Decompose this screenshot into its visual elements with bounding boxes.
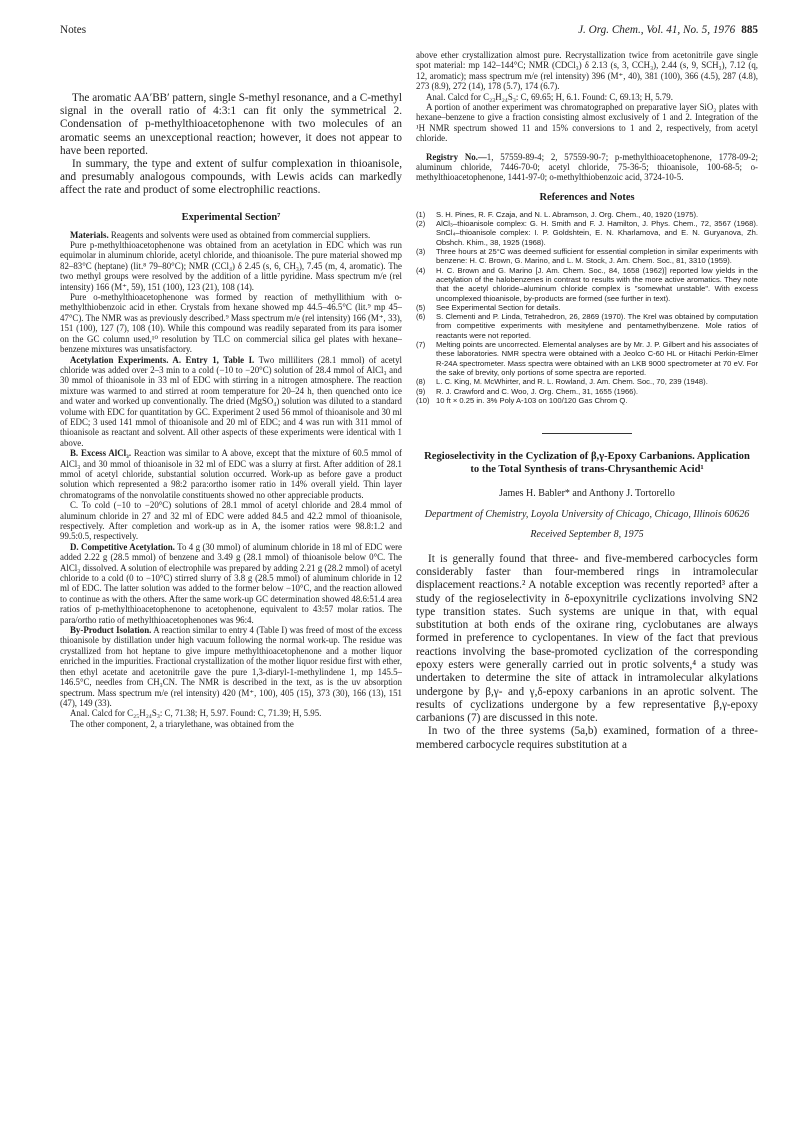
reference-item: (3) Three hours at 25°C was deemed sufficient for essential completion in similar experiments with benzene: H. C. Brown, G. Marino, and L. M. Stock, J. Am. Chem. Soc., 81, 3310 (1959). [416, 247, 758, 266]
article-authors: James H. Babler* and Anthony J. Tortorello [499, 488, 675, 500]
reference-item: (9) R. J. Crawford and C. Woo, J. Org. Chem., 31, 1655 (1966). [416, 386, 639, 396]
article-body-paragraph: It is generally found that three- and five-membered carbocycles form considerably faster than four-membered rings in intramolecular displacement reactions.² A notable exception was recently reported³ after a study of the regioselectivity in δ-epoxynitrile cyclizations involving SN2 type transition states. Such systems are unique in that, with equal substitution at both ends of the oxirane ring, cyclobutanes are always formed in preference to cyclopentanes. In view of the fact that previous reactions involving the base-promoted cyclization of the corresponding epoxy esters were generally carried out in protic solvents,⁴ a study was undertaken to determine the site of attack in intramolecular alkylations undergone by β,γ- and γ,δ-epoxy carbanions in an aprotic solvent. The results of cyclizations undergone by a few representative β,γ-epoxy carbanions (7) are discussed in this note. [416, 552, 758, 725]
section-label: Notes [60, 24, 87, 36]
left-column [60, 92, 402, 729]
reference-item: (6) S. Clementi and P. Linda, Tetrahedron, 26, 2869 (1970). The Krel was obtained by computation from competitive experiments with mesitylene and pentamethylbenzene. Mole ratios of reactants were not reported. [416, 312, 758, 340]
exp-paragraph: Anal. Calcd for C₂₅H₂₄S₃: C, 71.38; H, 5.97. Found: C, 71.39; H, 5.95. [70, 708, 322, 719]
exp-paragraph: Anal. Calcd for C₂₃H₂₄S₃: C, 69.65; H, 6.1. Found: C, 69.13; H, 5.79. [426, 91, 673, 102]
registry-numbers: Registry No.—1, 57559-89-4; 2, 57559-90-7; p-methylthioacetophenone, 1778-09-2; aluminum chloride, 7446-70-0; acetyl chloride, 75-36-5; thioanisole, 100-68-5; o-methylthioacetophenone, 1441-97-0; o-methylthiobenzoic acid, 3724-10-5. [416, 151, 759, 183]
exp-paragraph: Acetylation Experiments. A. Entry 1, Table I. Two milliliters (28.1 mmol) of acetyl chloride was added over 2–3 min to a cold (−10 to −20°C) solution of 28.4 mmol of AlCl₃ and 30 mmol of thioanisole in 33 ml of EDC with stirring in a nitrogen atmosphere. The reaction mixture was warmed to and stirred at room temperature for 20–24 h, then quenched onto ice and water and worked up conventionally. The dried (MgSO₄) solution was diluted to a standard volume with EDC for quantitation by GC. Experiment 2 used 56 mmol of thioanisole and 30 ml of EDC; 3 used 141 mmol of thioanisole and 20 ml of EDC; and 4 was run with 311 mmol of thioanisole as reactant and solvent. All other aspects of these experiments were identical with 1 above. [60, 354, 403, 448]
exp-paragraph: A portion of another experiment was chromatographed on preparative layer SiO₂ plates with hexane–benzene to give a fraction consisting almost exclusively of 1 and 2. Integration of the ¹H NMR spectrum showed 11 and 15% conversions to 1 and 2, respectively, from acetyl chloride. [416, 102, 758, 144]
exp-paragraph: C. To cold (−10 to −20°C) solutions of 28.1 mmol of acetyl chloride and 28.4 mmol of aluminum chloride in 27 and 32 ml of EDC were added 84.5 and 42.2 mmol of thioanisole, respectively. After completion and work-up as in A, the isomer ratios were 98.8:1.2 and 99.5:0.5, respectively. [60, 500, 402, 542]
article-affiliation: Department of Chemistry, Loyola University of Chicago, Chicago, Illinois 60626 [424, 509, 750, 521]
page-number: 885 [741, 24, 758, 36]
run-in-heading: Registry No.— [426, 151, 487, 162]
run-in-heading: B. Excess AlCl₃. [70, 448, 132, 459]
right-column [416, 50, 758, 752]
run-in-heading: Materials. [70, 229, 109, 240]
article-body-paragraph: In two of the three systems (5a,b) examined, formation of a three-membered carbocycle requires substitution at a [416, 725, 758, 751]
reference-item: (1) S. H. Pines, R. F. Czaja, and N. L. Abramson, J. Org. Chem., 40, 1920 (1975). [416, 209, 699, 219]
journal-page [60, 22, 758, 1122]
intro-paragraph: The aromatic AA′BB′ pattern, single S-methyl resonance, and a C-methyl signal in the overall ratio of 4:3:1 can fit only the symmetrical 2. Condensation of p-methylthioacetophenone with two molecules of an aromatic seems an unexceptional reaction; however, it does not appear to have been reported. [60, 92, 402, 157]
journal-name: J. Org. Chem., Vol. 41, No. 5, 1976 [578, 24, 736, 36]
run-in-heading: D. Competitive Acetylation. [70, 541, 175, 552]
received-date: Received September 8, 1975 [530, 528, 644, 540]
exp-paragraph: Materials. Reagents and solvents were used as obtained from commercial suppliers. [70, 229, 371, 240]
exp-paragraph: D. Competitive Acetylation. To 4 g (30 mmol) of aluminum chloride in 18 ml of EDC were added 2.22 g (28.5 mmol) of benzene and 3.49 g (28.1 mmol) of thioanisole below 0°C. The AlCl₃ dissolved. A solution of electrophile was prepared by adding 2.21 g (28.2 mmol) of acetyl chloride to a cold (0 to −10°C) stirred slurry of 3.8 g (28.5 mmol) of aluminum chloride in 12 ml of EDC. The latter solution was added to the former below −10°C, and the reaction allowed to continue as with the others. After the same work-up GC determination showed 48.6:51.4 area ratios of p-methylthioacetophenone to acetophenone, equivalent to 43:57 molar ratios. The para/ortho ratio of methylthioacetophenones was 96:4. [60, 541, 402, 625]
exp-paragraph: B. Excess AlCl₃. Reaction was similar to A above, except that the mixture of 60.5 mmol of AlCl₃ and 30 mmol of thioanisole in 32 ml of EDC was a slurry at first. After addition of 28.1 mmol of acetyl chloride, substantial solution occurred. Work-up as before gave a product solution which represented a 98:2 para:ortho isomer ratio in 14% overall yield. Thin layer chromatograms of the nonvolatile constituents showed no other appreciable products. [60, 448, 403, 500]
reference-item: (4) H. C. Brown and G. Marino [J. Am. Chem. Soc., 84, 1658 (1962)] reported low yields in the acetylation of the halobenzenes in contrast to results with the more active aromatics. They note that the acetyl chloride–aluminum chloride complex is "somewhat unstable". With excess uncomplexed thioanisole, by-products are formed (see further in text). [416, 265, 758, 303]
reference-item: (2) AlCl₃–thioanisole complex: G. H. Smith and F. J. Hamilton, J. Phys. Chem., 72, 3567 (1968). SnCl₄–thioanisole complex: I. P. Goldshtein, E. N. Kharlamova, and E. N. Guryanova, Zh. Obshch. Khim., 38, 1925 (1968). [416, 219, 758, 247]
reference-item: (5) See Experimental Section for details. [416, 302, 561, 312]
reference-list [416, 210, 758, 405]
running-head [60, 22, 758, 40]
journal-citation [578, 24, 758, 36]
reference-item: (7) Melting points are uncorrected. Elemental analyses are by Mr. J. P. Gilbert and his associates of these laboratories. NMR spectra were obtained with a Jeolco C-60 HL or Hitachi Perkin-Elmer R-24A spectrometer. Mass spectra were obtained with an LKB 9000 spectrometer at 70 eV. For the sake of brevity, only portions of some spectra are reported. [416, 340, 758, 377]
summary-paragraph: In summary, the type and extent of sulfur complexation in thioanisole, and presumably analogous compounds, with Lewis acids can markedly affect the rate and product of some electrophilic reactions. [60, 158, 402, 197]
run-in-heading: By-Product Isolation. [70, 625, 152, 636]
run-in-heading: Acetylation Experiments. A. Entry 1, Table I. [70, 354, 255, 365]
exp-paragraph: The other component, 2, a triarylethane, was obtained from the [70, 718, 294, 729]
reference-item: (10) 10 ft × 0.25 in. 3% Poly A-103 on 100/120 Gas Chrom Q. [416, 395, 628, 405]
article-title: Regioselectivity in the Cyclization of β,γ-Epoxy Carbanions. Application to the Total Synthesis of trans-Chrysanthemic Acid¹ [424, 451, 750, 476]
article-divider [542, 433, 632, 434]
experimental-heading: Experimental Section⁷ [181, 211, 281, 223]
exp-paragraph: Pure o-methylthioacetophenone was formed by reaction of methyllithium with o-methylthiobenzoic acid in ether. Crystals from hexane showed mp 44.5–46.5°C (lit.⁹ mp 45–47°C). The NMR was as previously described.⁹ Mass spectrum m/e (rel intensity) 166 (M⁺, 33), 151 (100), 127 (7), 108 (10). While this compound was readily separated from its para isomer on the GC column used,¹⁰ resolution by TLC on commercial silica gel plates with hexane–benzene mixtures was unsatisfactory. [60, 292, 402, 355]
references-heading: References and Notes [539, 191, 635, 203]
reference-item: (8) L. C. King, M. McWhirter, and R. L. Rowland, J. Am. Chem. Soc., 70, 239 (1948). [416, 377, 708, 387]
exp-paragraph: Pure p-methylthioacetophenone was obtained from an acetylation in EDC which was run equimolar in aluminum chloride, acetyl chloride, and thioanisole. The pure material showed mp 82–83°C (heptane) (lit.⁸ 79–80°C); NMR (CCl₄) δ 2.45 (s, 6, CH₃), 7.45 (m, 4, aromatic). The two methyl groups were resolved by the addition of a little pyridine. Mass spectrum m/e (rel intensity) 166 (M⁺, 59), 151 (100), 123 (21), 108 (14). [60, 240, 402, 292]
exp-continuation: above ether crystallization almost pure. Recrystallization twice from acetonitrile gave single spot material: mp 142–144°C; NMR (CDCl₃) δ 2.13 (s, 3, CCH₃), 2.44 (s, 9, SCH₃), 7.12 (q, 12, aromatic); mass spectrum m/e (rel intensity) 396 (M⁺, 40), 381 (100), 366 (4.5), 287 (4.8), 273 (8.9), 272 (14), 178 (5.7), 174 (6.7). [416, 50, 758, 92]
exp-paragraph: By-Product Isolation. A reaction similar to entry 4 (Table I) was freed of most of the excess thioanisole by distillation under high vacuum following the normal work-up. The residue was crystallized from hot heptane to give impure methylthioacetophenone and a mother liquor enriched in the impurities. Fractional crystallization of the mother liquor residue first with ether, then ethyl acetate and acetonitrile gave the pure 1,3-diaryl-1-methylindene 1, mp 145.5–146.5°C, needles from CH₃CN. The NMR is described in the text, as is the uv absorption spectrum. Mass spectrum m/e (rel intensity) 420 (M⁺, 100), 405 (15), 373 (30), 166 (13), 151 (47), 149 (33). [60, 625, 402, 708]
